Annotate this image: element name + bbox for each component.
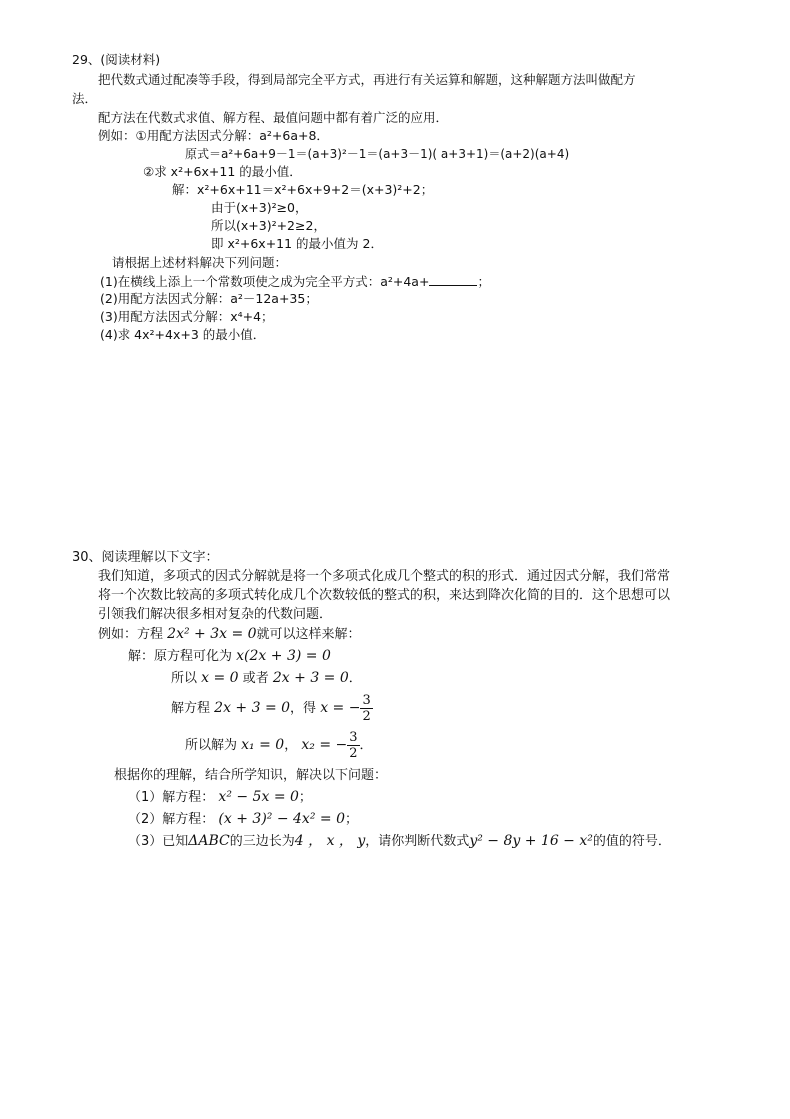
q29-example-1-work: 原式＝a²+6a+9－1＝(a+3)²－1＝(a+3－1)( a+3+1)＝(a+2)(a+4) [185, 147, 570, 161]
q29-part1 [100, 273, 490, 290]
q30-or-label: 或者 [242, 671, 269, 686]
q30-solve-label: 解方程 [171, 701, 211, 716]
answer-blank [429, 273, 477, 286]
q30-part3-mid2: ，请你判断代数式 [365, 834, 470, 849]
q30-triangle: ΔABC [188, 833, 230, 849]
q30-example-equation: 2x² + 3x = 0 [167, 626, 257, 642]
q29-part4: (4)求 4x²+4x+3 的最小值． [100, 327, 266, 342]
q30-solution-equation: x(2x + 3) = 0 [236, 648, 331, 664]
q30-period: ． [348, 671, 362, 686]
q30-part2-label: （2）解方程： [128, 812, 215, 827]
q30-para-line2: 将一个次数比较高的多项式转化成几个次数较低的整式的积，来达到降次化简的目的．这个思想可以 [98, 588, 671, 603]
fraction-denominator: 2 [362, 709, 371, 724]
q29-part2: (2)用配方法因式分解：a²－12a+35； [100, 291, 318, 306]
q30-example-label: 例如：方程 [98, 627, 164, 642]
q30-solution-label: 解：原方程可化为 [128, 649, 233, 664]
q29-solution-line4: 即 x²+6x+11 的最小值为 2． [211, 236, 383, 251]
q30-root-b-equation: 2x + 3 = 0 [272, 670, 349, 686]
q29-solution-line1: 解：x²+6x+11＝x²+6x+9+2＝(x+3)²+2； [172, 182, 434, 197]
q30-solution-line1 [128, 648, 331, 665]
q30-solution-line2 [171, 670, 362, 687]
fraction [360, 693, 372, 724]
q30-part1-equation: x² − 5x = 0 [218, 789, 299, 805]
q29-example-label: 例如：①用配方法因式分解： [98, 128, 260, 143]
q29-part1-text: (1)在横线上添上一个常数项使之成为完全平方式：a²+4a+ [100, 274, 430, 289]
q30-para-line3: 引领我们解决很多相对复杂的代数问题． [98, 607, 333, 622]
q30-part2 [128, 811, 358, 828]
q30-part2-equation: (x + 3)² − 4x² = 0 [218, 811, 345, 827]
q29-solution-line3: 所以(x+3)²+2≥2， [211, 218, 326, 233]
q30-part3-mid: 的三边长为 [229, 834, 295, 849]
q29-prompt: 请根据上述材料解决下列问题： [112, 255, 288, 270]
q30-part1-end: ； [298, 790, 312, 805]
q30-title: 30、阅读理解以下文字： [72, 550, 219, 565]
q30-part2-end: ； [344, 812, 358, 827]
q30-example-tail: 就可以这样来解： [256, 627, 361, 642]
q30-solve-equation: 2x + 3 = 0 [214, 700, 291, 716]
q30-part3-label: （3）已知 [128, 834, 189, 849]
q30-part1 [128, 789, 312, 806]
q30-solution-line3 [171, 690, 373, 727]
q30-root-a: x = 0 [201, 670, 239, 686]
q30-solve-mid: ，得 [290, 701, 317, 716]
fraction-denominator: 2 [349, 746, 358, 761]
q29-part1-end: ； [477, 274, 490, 289]
q29-part3: (3)用配方法因式分解：x⁴+4； [100, 309, 274, 324]
fraction-numerator: 3 [349, 730, 358, 745]
q29-example-1-expr: a²+6a+8． [259, 128, 329, 143]
q30-root-x1: x₁ = 0 [241, 737, 285, 753]
q30-solve-x: x = − [320, 700, 361, 716]
q30-side-lengths: 4 ， x ， y [294, 833, 366, 849]
q30-roots-label: 所以解为 [185, 738, 238, 753]
q29-title: 29、(阅读材料) [72, 52, 161, 67]
q30-para-line1: 我们知道，多项式的因式分解就是将一个多项式化成几个整式的积的形式．通过因式分解，我们常常 [98, 569, 671, 584]
q30-prompt: 根据你的理解，结合所学知识，解决以下问题： [114, 768, 388, 783]
q29-intro-line1: 把代数式通过配凑等手段，得到局部完全平方式，再进行有关运算和解题，这种解题方法叫做配方 [98, 72, 636, 87]
q29-intro-line3: 配方法在代数式求值、解方程、最值问题中都有着广泛的应用． [98, 110, 449, 125]
q30-roots-comma: ， [284, 738, 298, 753]
fraction-numerator: 3 [362, 693, 371, 708]
q30-expression: y² − 8y + 16 − x² [469, 833, 593, 849]
q29-example-2-label: ②求 x²+6x+11 的最小值． [143, 164, 302, 179]
q29-example-1 [98, 128, 329, 144]
fraction [347, 730, 359, 761]
q30-part3-end: 的值的符号． [592, 834, 671, 849]
q30-solution-line4 [185, 727, 373, 764]
q30-part1-label: （1）解方程： [128, 790, 215, 805]
q29-solution-line2: 由于(x+3)²≥0， [211, 200, 308, 215]
q30-example [98, 626, 361, 643]
q30-root-x2: x₂ = − [301, 737, 348, 753]
q30-so-label: 所以 [171, 671, 198, 686]
q30-roots-end: ． [359, 738, 373, 753]
q30-part3 [128, 833, 671, 850]
q29-intro-line2: 法． [72, 91, 98, 106]
